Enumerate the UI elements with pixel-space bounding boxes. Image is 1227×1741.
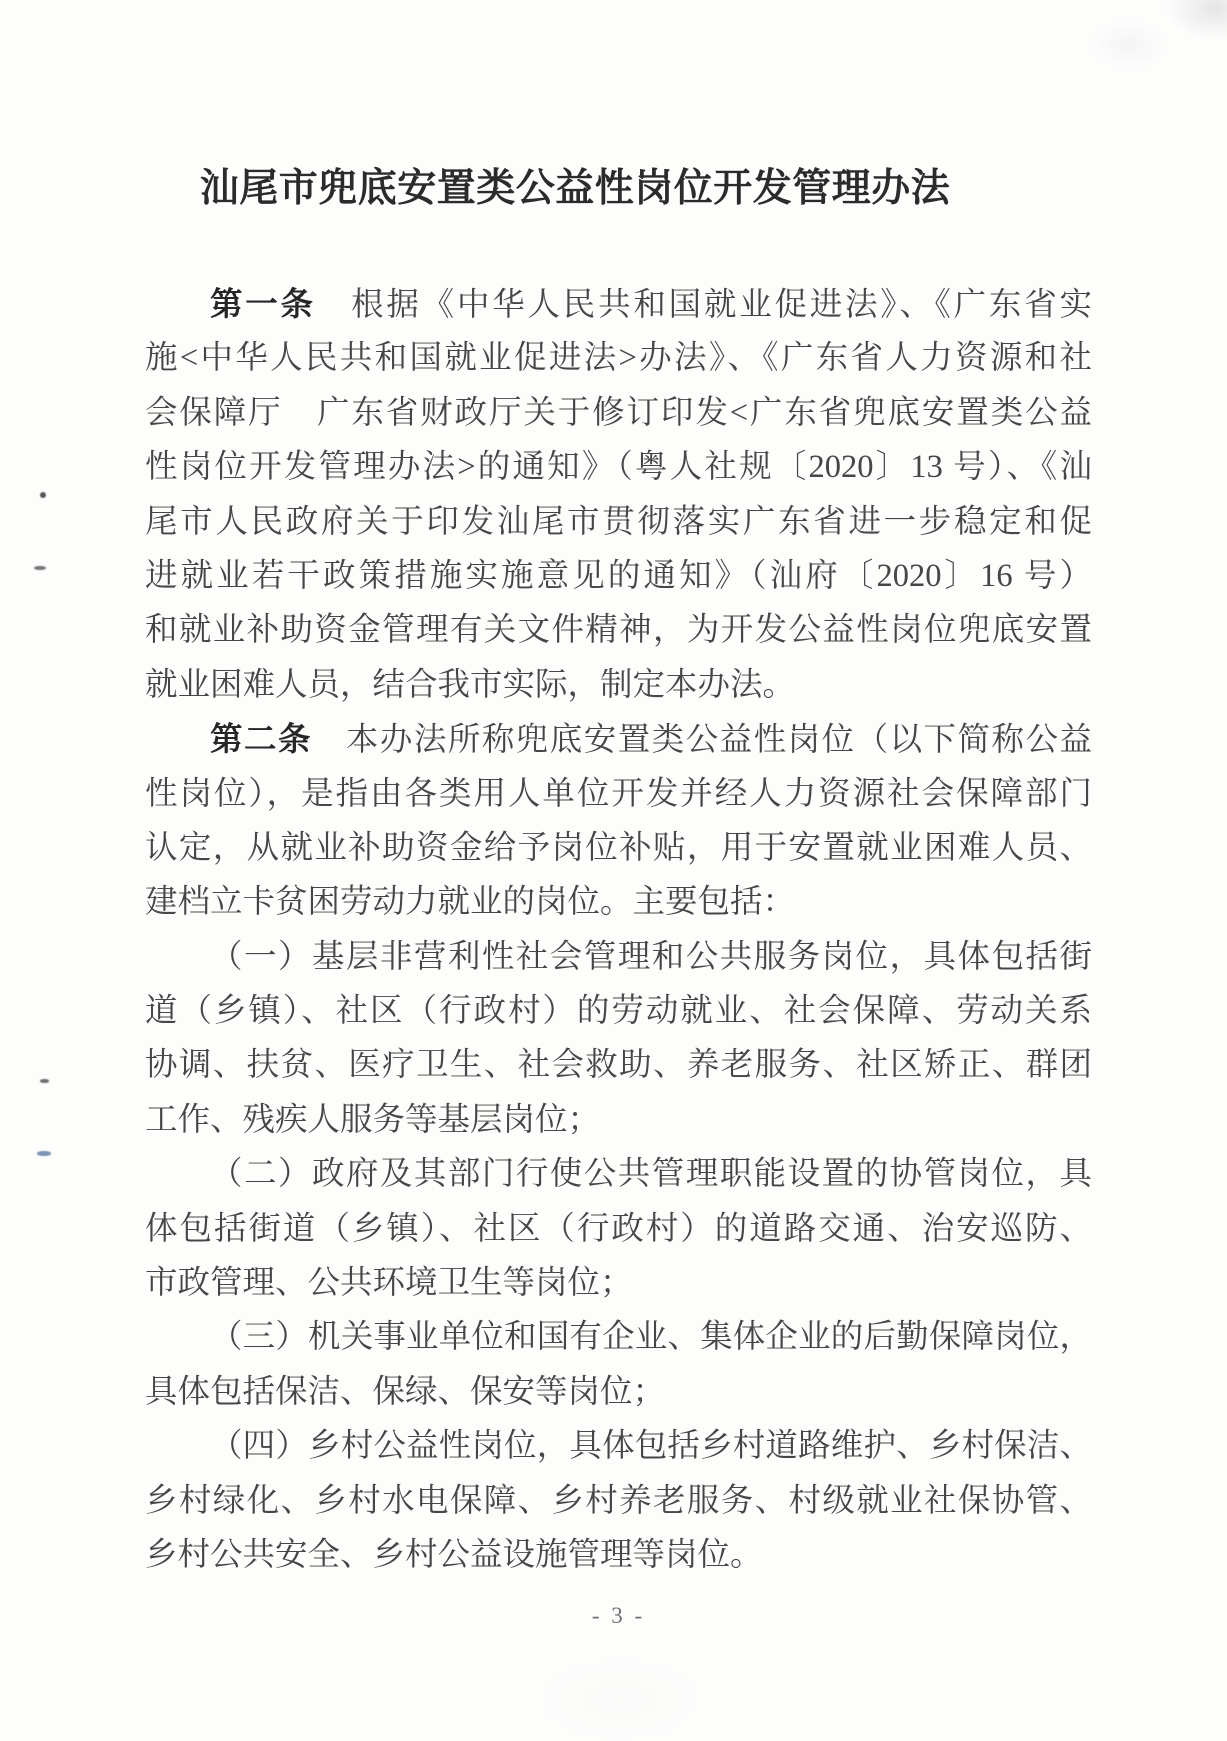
scan-speck — [40, 492, 46, 498]
text-segment: （二）政府及其部门行使公共管理职能设置的协管岗位，具 — [210, 1156, 1092, 1193]
text-line — [145, 1256, 1092, 1310]
text-segment: （一）基层非营利性社会管理和公共服务岗位，具体包括街 — [210, 938, 1092, 975]
text-segment: 施<中华人民共和国就业促进法>办法》、《广东省人力资源和社 — [145, 340, 1092, 377]
scan-speck — [37, 1151, 51, 1156]
scan-speck — [40, 1079, 49, 1083]
text-line — [145, 821, 1092, 875]
article-number-label: 第二条 — [210, 721, 312, 758]
text-segment: 认定，从就业补助资金给予岗位补贴，用于安置就业困难人员、 — [145, 829, 1092, 866]
text-line — [145, 1474, 1092, 1528]
text-segment: 性岗位），是指由各类用人单位开发并经人力资源社会保障部门 — [145, 775, 1092, 812]
text-segment: 道（乡镇）、社区（行政村）的劳动就业、社会保障、劳动关系 — [145, 993, 1092, 1030]
scan-speck — [34, 566, 46, 570]
text-segment: 乡村公共安全、乡村公益设施管理等岗位。 — [145, 1536, 763, 1573]
text-line — [145, 1310, 1092, 1364]
text-segment: 根据《中华人民共和国就业促进法》、《广东省实 — [315, 287, 1092, 323]
text-line — [145, 1419, 1092, 1473]
text-line — [145, 549, 1092, 603]
text-line — [145, 440, 1092, 494]
text-segment: 性岗位开发管理办法>的通知》（粤人社规〔2020〕13 号）、《汕 — [145, 449, 1092, 486]
text-segment: 协调、扶贫、医疗卫生、社会救助、养老服务、社区矫正、群团 — [145, 1047, 1092, 1084]
text-line — [145, 277, 1092, 331]
document-title: 汕尾市兜底安置类公益性岗位开发管理办法 — [199, 167, 951, 210]
text-line — [145, 1365, 1092, 1419]
text-segment: 和就业补助资金管理有关文件精神，为开发公益性岗位兜底安置 — [145, 612, 1092, 649]
text-segment: 就业困难人员，结合我市实际，制定本办法。 — [145, 666, 796, 703]
text-line — [145, 1093, 1092, 1147]
text-line — [145, 658, 1092, 712]
text-line — [145, 386, 1092, 440]
text-segment: 市政管理、公共环境卫生等岗位； — [145, 1265, 633, 1302]
text-segment: 会保障厅 广东省财政厅关于修订印发<广东省兜底安置类公益 — [145, 394, 1092, 431]
text-line — [145, 712, 1092, 766]
text-segment: （四）乡村公益性岗位，具体包括乡村道路维护、乡村保洁、 — [210, 1428, 1092, 1465]
text-line — [145, 331, 1092, 385]
document-body — [145, 277, 1092, 1582]
text-segment: 尾市人民政府关于印发汕尾市贯彻落实广东省进一步稳定和促 — [145, 503, 1092, 540]
text-segment: 工作、残疾人服务等基层岗位； — [145, 1101, 601, 1138]
text-segment: 进就业若干政策措施实施意见的通知》（汕府〔2020〕16 号） — [145, 557, 1092, 594]
text-line — [145, 767, 1092, 821]
text-line — [145, 1202, 1092, 1256]
text-line — [145, 1528, 1092, 1582]
text-segment: 具体包括保洁、保绿、保安等岗位； — [145, 1373, 666, 1410]
text-segment: 体包括街道（乡镇）、社区（行政村）的道路交通、治安巡防、 — [145, 1210, 1092, 1247]
text-segment: 本办法所称兜底安置类公益性岗位（以下简称公益 — [311, 722, 1092, 759]
text-line — [145, 1038, 1092, 1092]
text-line — [145, 930, 1092, 984]
text-segment: （三）机关事业单位和国有企业、集体企业的后勤保障岗位， — [210, 1319, 1092, 1356]
text-line — [145, 984, 1092, 1038]
text-segment: 建档立卡贫困劳动力就业的岗位。主要包括： — [145, 884, 796, 921]
article-number-label: 第一条 — [210, 286, 316, 322]
page-number: - 3 - — [591, 1603, 646, 1628]
text-segment: 乡村绿化、乡村水电保障、乡村养老服务、村级就业社保协管、 — [145, 1482, 1092, 1519]
text-line — [145, 603, 1092, 657]
text-line — [145, 875, 1092, 929]
text-line — [145, 1147, 1092, 1201]
text-line — [145, 495, 1092, 549]
